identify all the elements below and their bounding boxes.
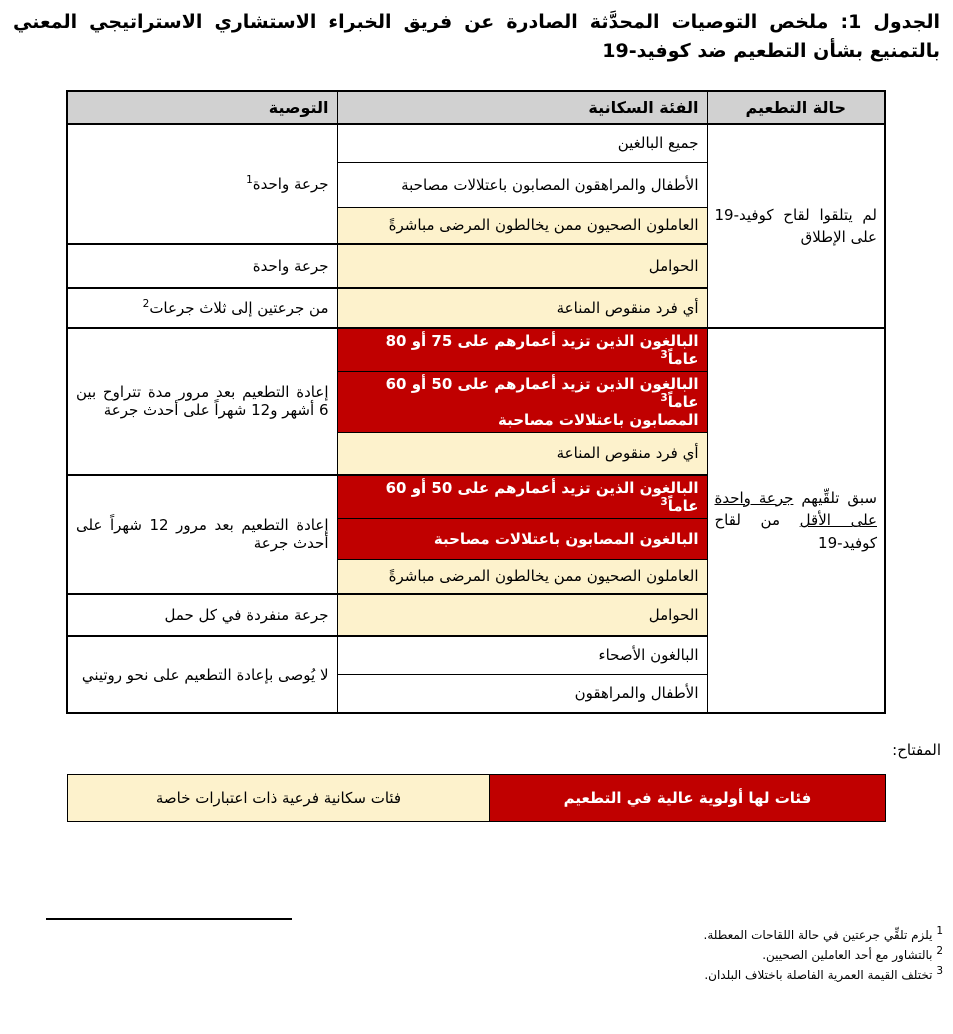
header-population-category: الفئة السكانية	[337, 91, 707, 124]
footnote-ref: 1	[246, 174, 253, 186]
footnote-ref: 3	[660, 349, 668, 361]
footnote-ref: 3	[660, 392, 668, 404]
population-cell: أي فرد منقوص المناعة	[337, 288, 707, 328]
legend-table	[67, 774, 886, 822]
population-text: البالغون الذين تزيد أعمارهم على 50 أو 60 عاماً	[385, 375, 699, 411]
population-cell: أي فرد منقوص المناعة	[337, 433, 707, 475]
footnote-marker: 1	[936, 925, 943, 937]
footnote-ref: 2	[142, 298, 150, 310]
vaccination-recommendations-table	[66, 90, 886, 714]
header-vaccination-status: حالة التطعيم	[707, 91, 885, 124]
population-cell: الأطفال والمراهقون المصابون باعتلالات مصاحبة	[337, 162, 707, 207]
population-cell-high-priority: البالغون المصابون باعتلالات مصاحبة	[337, 518, 707, 559]
status-text: سبق تلقِّيهم	[793, 488, 877, 507]
legend-high-priority: فئات لها أولوية عالية في التطعيم	[490, 775, 886, 822]
population-cell: الحوامل	[337, 594, 707, 636]
table-row	[67, 124, 885, 162]
recommendation-cell	[67, 124, 337, 244]
recommendation-cell: جرعة منفردة في كل حمل	[67, 594, 337, 636]
table-title: الجدول 1: ملخص التوصيات المحدَّثة الصادرة عن فريق الخبراء الاستشاري الاستراتيجي المعني بالتمنيع بشأن التطعيم ضد كوفيد-19	[13, 11, 940, 63]
header-recommendation: التوصية	[67, 91, 337, 124]
population-cell-high-priority	[337, 475, 707, 519]
population-cell: جميع البالغين	[337, 124, 707, 162]
recommendation-cell: إعادة التطعيم بعد مرور مدة تتراوح بين 6 أشهر و12 شهراً على أحدث جرعة	[67, 328, 337, 475]
footnote-separator	[46, 918, 292, 920]
population-cell: البالغون الأصحاء	[337, 636, 707, 674]
population-cell: الأطفال والمراهقون	[337, 674, 707, 713]
population-cell: العاملون الصحيون ممن يخالطون المرضى مباشرةً	[337, 559, 707, 594]
legend-label: المفتاح:	[892, 741, 941, 759]
recommendation-cell: إعادة التطعيم بعد مرور 12 شهراً على أحدث جرعة	[67, 475, 337, 595]
population-cell: العاملون الصحيون ممن يخالطون المرضى مباشرةً	[337, 207, 707, 244]
recommendation-cell: جرعة واحدة	[67, 244, 337, 288]
status-never-vaccinated: لم يتلقوا لقاح كوفيد-19 على الإطلاق	[707, 124, 885, 328]
recommendation-cell: لا يُوصى بإعادة التطعيم على نحو روتيني	[67, 636, 337, 713]
footnote-text: بالتشاور مع أحد العاملين الصحيين.	[762, 947, 933, 962]
table-row	[67, 328, 885, 372]
footnote	[704, 946, 943, 966]
population-cell: الحوامل	[337, 244, 707, 288]
header-row	[67, 91, 885, 124]
footnote	[704, 926, 943, 946]
population-text: البالغون الذين تزيد أعمارهم على 75 أو 80 عاماً	[385, 332, 699, 368]
status-text: من لقاح كوفيد-19	[714, 511, 877, 552]
footnote-marker: 2	[936, 944, 943, 957]
recommendation-text: من جرعتين إلى ثلاث جرعات	[149, 299, 329, 317]
population-text: المصابون باعتلالات مصاحبة	[497, 411, 699, 429]
population-cell-high-priority	[337, 328, 707, 372]
footnote-ref: 3	[660, 495, 668, 508]
footnote-marker: 3	[936, 964, 943, 977]
status-previously-vaccinated	[707, 328, 885, 713]
footnote-text: تختلف القيمة العمرية الفاصلة باختلاف البلدان.	[704, 967, 933, 982]
footnote	[704, 966, 943, 986]
legend-special-considerations: فئات سكانية فرعية ذات اعتبارات خاصة	[68, 775, 490, 822]
footnote-text: يلزم تلقِّي جرعتين في حالة اللقاحات المعطلة.	[703, 928, 933, 942]
status-text-underlined: جرعة واحدة على الأقل	[714, 488, 877, 530]
footnotes	[704, 926, 943, 985]
population-text: البالغون الذين تزيد أعمارهم على 50 أو 60 عاماً	[385, 478, 699, 515]
recommendation-text: جرعة واحدة	[252, 175, 329, 193]
legend-row	[68, 775, 886, 822]
population-cell-high-priority	[337, 372, 707, 433]
recommendation-cell	[67, 288, 337, 328]
